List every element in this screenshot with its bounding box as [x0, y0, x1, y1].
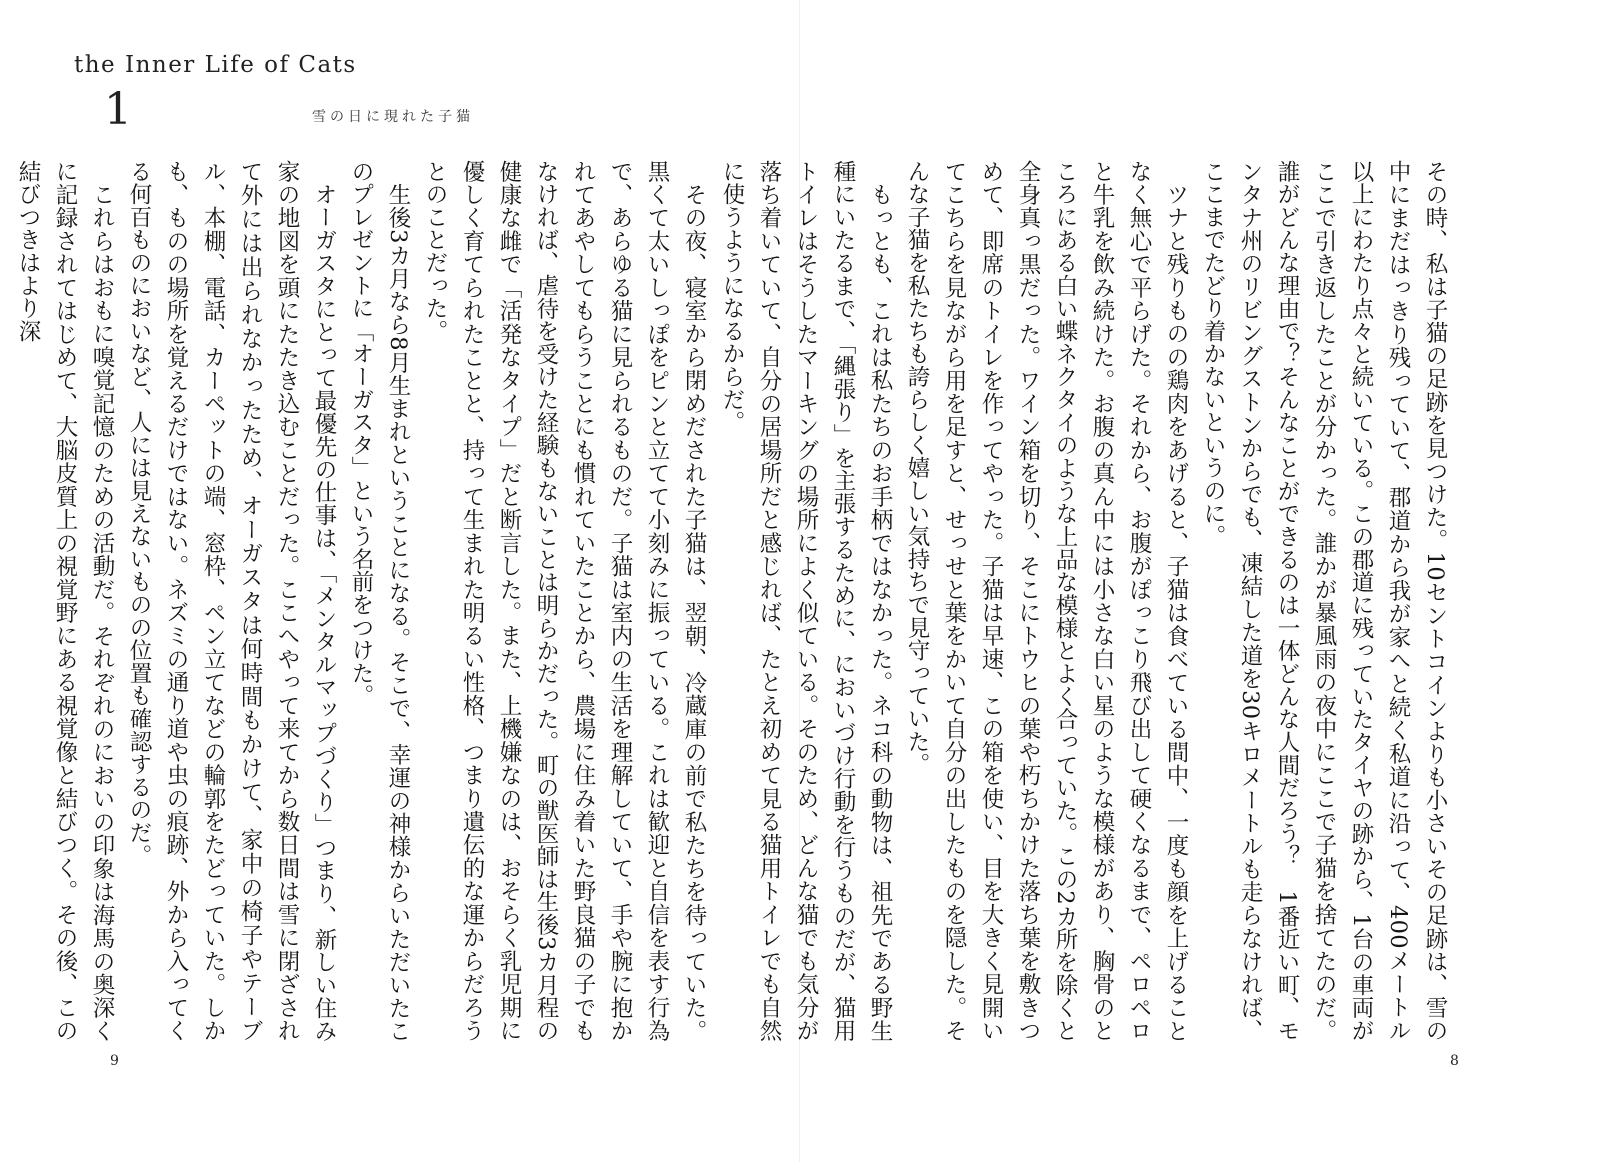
chapter-title: 雪の日に現れた子猫 [312, 109, 474, 125]
paragraph: ツナと残りものの鶏肉をあげると、子猫は食べている間中、一度も顔を上げることなく無心で平らげた。それから、お腹がぽっこり飛び出して硬くなるまで、ペロペロと牛乳を飲み続けた。お腹の真ん中には小さな白い星のような模様があり、胸骨のところにある白い蝶ネクタイのような上品な模様とよく合っていた。この2カ所を除くと全身真っ黒だった。ワイン箱を切り、そこにトウヒの葉や朽ちかけた落ち葉を敷きつめて、即席のトイレを作ってやった。子猫は早速、この箱を使い、目を大きく見開いてこちらを見ながら用を足すと、せっせと葉をかいて自分の出したものを隠した。そんな子猫を私たちも誇らしく嬉しい気持ちで見守っていた。 [904, 160, 1189, 1042]
paragraph: その時、私は子猫の足跡を見つけた。10セントコインよりも小さいその足跡は、雪の中にまだはっきり残っていて、郡道から我が家へと続く私道に沿って、400メートル以上にわたり点々と続いている。この郡道に残っていたタイヤの跡から、1台の車両がここで引き返したことが分かった。誰かが暴風雨の夜中にここで子猫を捨てたのだ。誰がどんな理由で？そんなことができるのは一体どんな人間だろう？ 1番近い町、モンタナ州のリビングストンからでも、凍結した道を30キロメートルも走らなければ、ここまでたどり着かないというのに。 [1200, 160, 1448, 1042]
book-title: the Inner Life of Cats [74, 52, 357, 78]
page-number: 9 [110, 1053, 119, 1069]
paragraph: もっとも、これは私たちのお手柄ではなかった。ネコ科の動物は、祖先である野生種にいたるまで、「縄張り」を主張するために、においづけ行動を行うものだが、猫用トイレはそうしたマーキングの場所によく似ている。そのため、どんな猫でも気分が落ち着いていて、自分の居場所だと感じれば、たとえ初めて見る猫用トイレでも自然に使うようになるからだ。 [719, 160, 893, 1042]
right-page-body [719, 160, 1453, 1042]
paragraph: オーガスタにとって最優先の仕事は、「メンタルマップづくり」つまり、新しい住み家の地図を頭にたたき込むことだった。ここへやって来てから数日間は雪に閉ざされて外には出られなかったため、オーガスタは何時間もかけて、家中の椅子やテーブル、本棚、電話、カーペットの端、窓枠、ペン立てなどの輪郭をたどっていた。しかも、ものの場所を覚えるだけではない。ネズミの通り道や虫の痕跡、外から入ってくる何百ものにおいなど、人には見えないものの位置も確認するのだ。 [126, 160, 337, 1042]
paragraph: これらはおもに嗅覚記憶のための活動だ。それぞれのにおいの印象は海馬の奥深くに記録されてはじめて、大脳皮質上の視覚野にある視覚像と結びつく。その後、この結びつきはより深 [15, 160, 115, 1042]
paragraph: 生後3カ月なら8月生まれということになる。そこで、幸運の神様からいただいたこのプレゼントに「オーガスタ」という名前をつけた。 [348, 160, 411, 1042]
right-page [719, 0, 1600, 1162]
left-page-body [15, 160, 712, 1042]
chapter-number: 1 [104, 84, 132, 135]
page-number: 8 [1450, 1053, 1459, 1069]
paragraph: その夜、寝室から閉めだされた子猫は、翌朝、冷蔵庫の前で私たちを待っていた。黒くて太いしっぽをピンと立てて小刻みに振っている。これは歓迎と自信を表す行為で、あらゆる猫に見られるものだ。子猫は室内の生活を理解していて、手や腕に抱かれてあやしてもらうことにも慣れていたことから、農場に住み着いた野良猫の子でもなければ、虐待を受けた経験もないことは明らかだった。町の獣医師は生後3カ月程の健康な雌で「活発なタイプ」だと断言した。また、上機嫌なのは、おそらく乳児期に優しく育てられたことと、持って生まれた明るい性格、つまり遺伝的な運からだろうとのことだった。 [422, 160, 707, 1042]
